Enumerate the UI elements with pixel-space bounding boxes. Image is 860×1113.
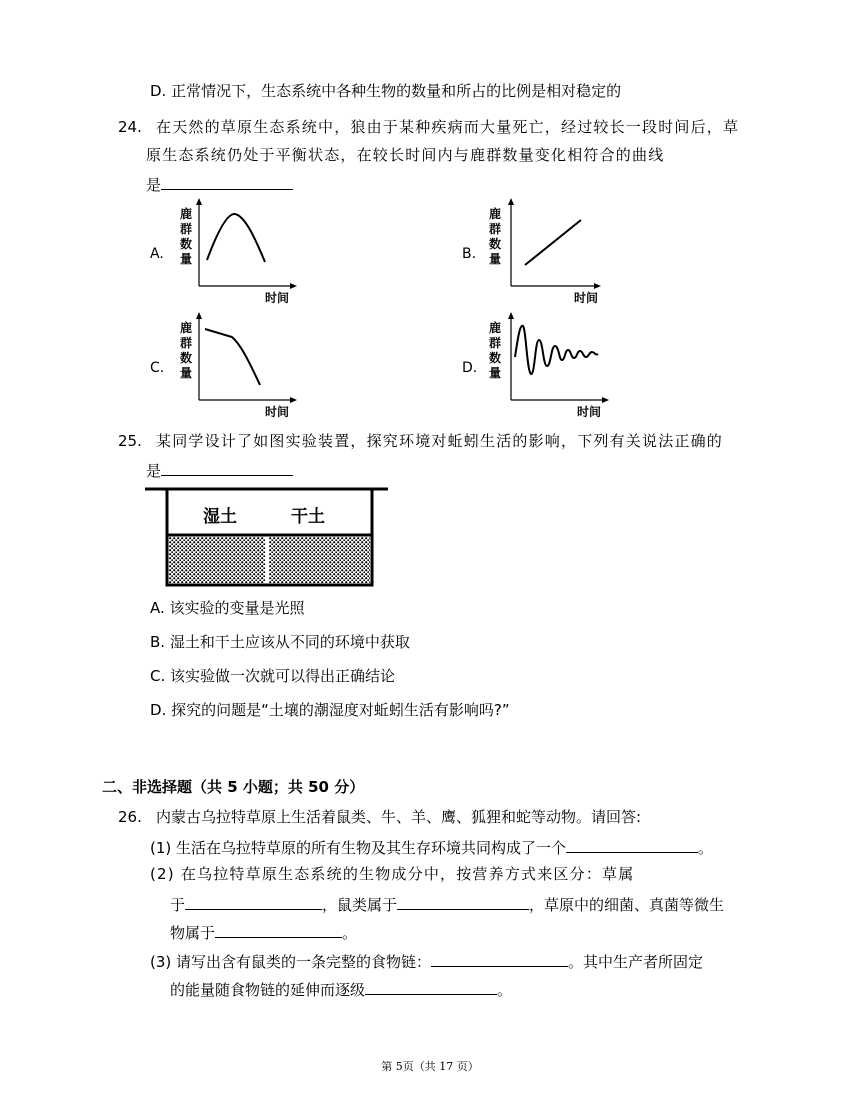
q26-part3-line1 xyxy=(150,950,703,972)
q26-part1-text: (1) 生活在乌拉特草原的所有生物及其生存环境共同构成了一个 xyxy=(150,839,567,857)
q24-graph-a xyxy=(175,198,305,312)
q23-option-d: D. 正常情况下，生态系统中各种生物的数量和所占的比例是相对稳定的 xyxy=(150,82,622,100)
y-label-char: 量 xyxy=(489,252,502,266)
q25-option-d: D. 探究的问题是“土壤的潮湿度对蚯蚓生活有影响吗?” xyxy=(150,701,510,719)
q26-stem: 内蒙古乌拉特草原上生活着鼠类、牛、羊、鹰、狐狸和蛇等动物。请回答: xyxy=(156,808,642,826)
x-label: 时间 xyxy=(577,405,602,419)
q26-part2-line2 xyxy=(170,893,724,915)
curve-rise-and-fall xyxy=(207,214,265,262)
y-label-char: 量 xyxy=(180,366,193,380)
y-label-char: 量 xyxy=(180,252,193,266)
q25-option-c: C. 该实验做一次就可以得出正确结论 xyxy=(150,667,396,685)
q25-number: 25. xyxy=(118,432,142,450)
x-axis-arrow xyxy=(602,397,609,403)
page-footer: 第 5页（共 17 页） xyxy=(381,1060,479,1073)
y-label-char: 数 xyxy=(180,351,193,365)
q24-stem-line1: 在天然的草原生态系统中，狼由于某种疾病而大量死亡，经过较长一段时间后，草 xyxy=(156,118,740,136)
q24-option-d-label: D. xyxy=(462,360,478,376)
q24-option-a-label: A. xyxy=(150,246,164,262)
curve-linear-increase xyxy=(525,220,581,265)
q25-apparatus-diagram xyxy=(145,485,395,594)
q24-graph-d xyxy=(487,312,617,426)
curve-decline xyxy=(205,329,260,385)
x-axis-arrow xyxy=(290,397,297,403)
q24-stem-line2: 原生态系统仍处于平衡状态，在较长时间内与鹿群数量变化相符合的曲线 xyxy=(146,146,665,164)
y-label-char: 群 xyxy=(180,222,193,236)
q24-answer-blank xyxy=(161,173,293,190)
q25-option-a: A. 该实验的变量是光照 xyxy=(150,599,305,617)
y-axis-arrow xyxy=(508,312,514,319)
q24-option-b-label: B. xyxy=(462,246,477,262)
y-label-char: 群 xyxy=(180,336,193,350)
y-axis-arrow xyxy=(196,198,202,205)
dry-soil-label: 干土 xyxy=(291,507,325,527)
q26-part3-text-b: 。其中生产者所固定 xyxy=(568,953,704,971)
q26-part2-text-e: 。 xyxy=(342,924,358,942)
q26-part3-blank1 xyxy=(431,950,568,967)
y-label-char: 鹿 xyxy=(489,321,502,335)
y-label-char: 群 xyxy=(489,336,502,350)
q26-part2-blank2 xyxy=(397,893,529,910)
q25-option-b: B. 湿土和干土应该从不同的环境中获取 xyxy=(150,633,410,651)
q25-answer-blank xyxy=(161,459,293,476)
q26-part3-line2 xyxy=(170,978,512,1000)
q25-stem-line1: 某同学设计了如图实验装置，探究环境对蚯蚓生活的影响，下列有关说法正确的 xyxy=(156,432,724,450)
q26-part2-text-c: ，草原中的细菌、真菌等微生 xyxy=(529,896,725,914)
dry-soil xyxy=(269,537,370,583)
q24-stem-line3 xyxy=(146,173,293,195)
q26-part1-blank xyxy=(566,836,698,853)
x-label: 时间 xyxy=(265,291,290,305)
q26-part2-blank3 xyxy=(215,921,342,938)
q26-part1-end: 。 xyxy=(698,839,714,857)
y-axis-arrow xyxy=(196,312,202,319)
q26-part3-text-d: 。 xyxy=(497,981,513,999)
y-label-char: 鹿 xyxy=(180,321,193,335)
q26-part2-line1: (2) 在乌拉特草原生态系统的生物成分中，按营养方式来区分：草属 xyxy=(150,865,635,883)
section2-title: 二、非选择题（共 5 小题；共 50 分） xyxy=(102,778,365,796)
q24-graph-c xyxy=(175,312,305,426)
q26-number: 26. xyxy=(118,808,142,826)
x-label: 时间 xyxy=(265,405,290,419)
q26-part2-blank1 xyxy=(185,893,322,910)
q26-part3-text-c: 的能量随食物链的延伸而逐级 xyxy=(170,981,366,999)
q24-number: 24. xyxy=(118,118,142,136)
x-label: 时间 xyxy=(574,291,599,305)
y-label-char: 数 xyxy=(489,237,502,251)
y-label-char: 量 xyxy=(489,366,502,380)
x-axis-arrow xyxy=(290,283,297,289)
q25-stem-line2 xyxy=(146,459,293,481)
y-label-char: 群 xyxy=(489,222,502,236)
y-label-char: 数 xyxy=(180,237,193,251)
q25-stem-line2-text: 是 xyxy=(146,462,162,480)
q26-part2-text-d: 物属于 xyxy=(170,924,216,942)
y-label-char: 数 xyxy=(489,351,502,365)
wet-soil xyxy=(169,537,265,583)
q26-part3-blank2 xyxy=(365,978,497,995)
curve-damped-oscillation xyxy=(515,326,598,374)
q26-part1 xyxy=(150,836,713,858)
q26-part2-line3 xyxy=(170,921,357,943)
q24-graph-b xyxy=(487,198,617,312)
q26-part3-text-a: (3) 请写出含有鼠类的一条完整的食物链： xyxy=(150,953,432,971)
y-label-char: 鹿 xyxy=(180,207,193,221)
y-axis-arrow xyxy=(508,198,514,205)
q26-part2-text-b: ，鼠类属于 xyxy=(322,896,398,914)
q24-option-c-label: C. xyxy=(150,360,165,376)
y-label-char: 鹿 xyxy=(489,207,502,221)
q24-stem-line3-text: 是 xyxy=(146,176,162,194)
wet-soil-label: 湿土 xyxy=(203,507,237,527)
x-axis-arrow xyxy=(594,283,601,289)
q26-part2-text-a: 于 xyxy=(170,896,186,914)
